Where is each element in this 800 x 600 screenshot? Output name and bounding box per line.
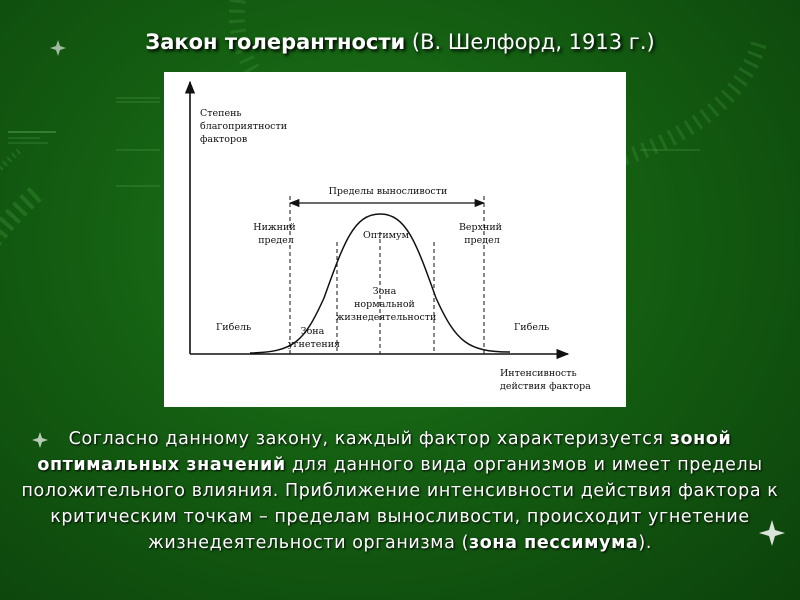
optimal-zone-term: зоной оптимальных значений xyxy=(37,429,732,475)
description-part-1: Согласно данному закону, каждый фактор характеризуется xyxy=(68,429,670,449)
title-main: Закон толерантности xyxy=(145,30,406,54)
death-right-label: Гибель xyxy=(514,322,550,333)
upper-limit-label: Верхний предел xyxy=(458,222,503,246)
death-left-label: Гибель xyxy=(216,322,252,333)
oppression-zone-label: Зона угнетения xyxy=(287,326,341,350)
tolerance-diagram xyxy=(164,72,626,407)
tolerance-limits-label: Пределы выносливости xyxy=(328,186,448,197)
description-paragraph xyxy=(14,426,786,556)
title-author: (В. Шелфорд, 1913 г.) xyxy=(405,30,655,54)
slide-title xyxy=(0,30,800,54)
optimum-label: Оптимум xyxy=(362,230,410,241)
x-axis-label: Интенсивность действия фактора xyxy=(500,368,591,392)
lower-limit-label: Нижний предел xyxy=(253,222,296,246)
pessimum-zone-term: зона пессимума xyxy=(469,533,639,553)
description-part-3: ). xyxy=(638,533,652,553)
normal-zone-label: Зона нормальной жизнедеятельности xyxy=(335,286,437,323)
description-part-2: для данного вида организмов и имеет пределы положительного влияния. Приближение интенсивности действия фактора к критическим точкам – пределам выносливости, происходит угнетение жизнедеятельности организма ( xyxy=(21,455,779,553)
y-axis-label: Степень благоприятности факторов xyxy=(200,108,288,145)
diagram-svg xyxy=(164,72,626,407)
